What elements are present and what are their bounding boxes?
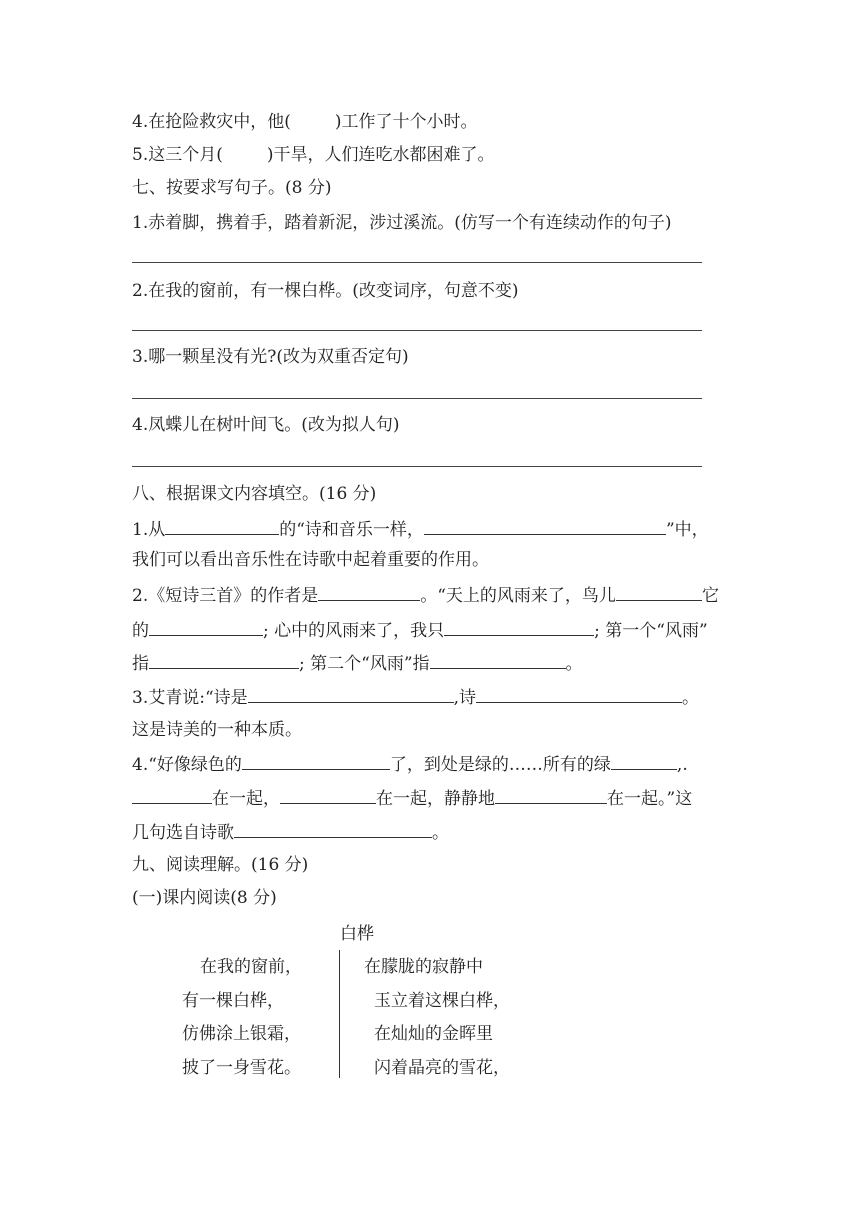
q6-item-5-part-b: )干旱，人们连吃水都困难了。 — [266, 145, 495, 165]
q8-item-2-text-f: ; 第一个“风雨” — [594, 621, 708, 641]
q8-item-2-text-b: 。“天上的风雨来了，鸟儿 — [420, 586, 616, 606]
q8-item-3-text-b: ,诗 — [453, 688, 477, 708]
q8-item-4-line-1 — [132, 751, 688, 777]
q8-item-4-text-c: ,. — [676, 755, 688, 775]
poem-left-line-3: 仿佛涂上银霜， — [182, 1024, 301, 1044]
q7-item-1: 1.赤着脚，携着手，踏着新泥，涉过溪流。(仿写一个有连续动作的句子) — [132, 213, 672, 233]
q8-item-4-blank-3[interactable] — [132, 785, 212, 804]
q8-item-1-blank-1[interactable] — [165, 516, 279, 535]
q8-item-4-blank-4[interactable] — [280, 785, 376, 804]
q8-item-3-text-a: 3.艾青说:“诗是 — [132, 688, 248, 708]
q8-item-2-blank-3[interactable] — [149, 617, 263, 636]
q7-item-3: 3.哪一颗星没有光?(改为双重否定句) — [132, 347, 409, 367]
q7-heading: 七、按要求写句子。(8 分) — [132, 178, 332, 198]
q8-item-2-line-3 — [132, 650, 583, 676]
q8-item-2-line-2 — [132, 617, 708, 643]
q8-item-2-text-i: 。 — [565, 654, 583, 674]
q6-item-4-part-b: )工作了十个小时。 — [334, 112, 478, 132]
q8-item-1-text-c: ”中， — [665, 520, 709, 540]
poem-right-line-2: 玉立着这棵白桦， — [374, 991, 510, 1011]
q8-item-4-text-f: 在一起。”这 — [607, 789, 693, 809]
q8-item-1-line-1 — [132, 516, 709, 542]
q7-item-4: 4.凤蝶儿在树叶间飞。(改为拟人句) — [132, 415, 400, 435]
q8-item-1-blank-2[interactable] — [424, 516, 666, 535]
q8-item-3-line-1 — [132, 684, 699, 710]
q8-item-2-blank-2[interactable] — [616, 582, 702, 601]
q8-item-4-text-g: 几句选自诗歌 — [132, 823, 234, 843]
poem-left-line-2: 有一棵白桦， — [182, 991, 284, 1011]
q8-item-2-blank-5[interactable] — [149, 650, 299, 669]
q8-item-4-blank-2[interactable] — [611, 751, 677, 770]
q8-item-2-blank-1[interactable] — [318, 582, 420, 601]
q7-answer-line-1[interactable] — [132, 262, 702, 263]
q8-item-4-text-e: 在一起，静静地 — [376, 789, 495, 809]
q8-item-2-blank-6[interactable] — [430, 650, 566, 669]
poem-divider — [339, 950, 340, 1078]
q8-item-3-text-c: 。 — [682, 688, 700, 708]
poem-left-line-1: 在我的窗前， — [200, 957, 302, 977]
q6-item-5 — [132, 143, 495, 167]
q8-item-1-line-2: 我们可以看出音乐性在诗歌中起着重要的作用。 — [132, 550, 489, 570]
q8-item-4-text-d: 在一起， — [212, 789, 280, 809]
q8-item-1-text-a: 1.从 — [132, 520, 166, 540]
q8-item-2-text-h: ; 第二个“风雨”指 — [299, 654, 430, 674]
q8-item-4-text-b: 了，到处是绿的……所有的绿 — [389, 755, 611, 775]
poem-title: 白桦 — [340, 924, 374, 944]
q8-item-2-text-g: 指 — [132, 654, 149, 674]
poem-right-line-1: 在朦胧的寂静中 — [364, 957, 483, 977]
q6-item-4-part-a: 4.在抢险救灾中，他( — [132, 112, 291, 132]
poem-left-line-4: 披了一身雪花。 — [182, 1058, 301, 1078]
q8-item-2-text-d: 的 — [132, 621, 149, 641]
q9-subheading: (一)课内阅读(8 分) — [132, 888, 277, 908]
q8-item-3-blank-1[interactable] — [248, 684, 454, 703]
q8-item-3-line-2: 这是诗美的一种本质。 — [132, 720, 302, 740]
poem-right-line-3: 在灿灿的金晖里 — [374, 1024, 493, 1044]
q7-item-2: 2.在我的窗前，有一棵白桦。(改变词序，句意不变) — [132, 281, 519, 301]
q6-item-5-part-a: 5.这三个月( — [132, 145, 223, 165]
q8-item-4-text-a: 4.“好像绿色的 — [132, 755, 242, 775]
q8-heading: 八、根据课文内容填空。(16 分) — [132, 484, 377, 504]
q7-answer-line-2[interactable] — [132, 330, 702, 331]
q8-item-4-blank-1[interactable] — [242, 751, 390, 770]
q9-heading: 九、阅读理解。(16 分) — [132, 855, 309, 875]
q8-item-3-blank-2[interactable] — [476, 684, 682, 703]
q8-item-2-line-1 — [132, 582, 719, 608]
q8-item-4-text-h: 。 — [432, 823, 449, 843]
q8-item-4-line-2 — [132, 785, 692, 811]
q8-item-4-blank-6[interactable] — [234, 819, 432, 838]
q8-item-2-blank-4[interactable] — [444, 617, 594, 636]
poem-right-line-4: 闪着晶亮的雪花， — [374, 1058, 510, 1078]
q7-answer-line-3[interactable] — [132, 398, 702, 399]
q8-item-1-text-b: 的“诗和音乐一样， — [279, 520, 424, 540]
q8-item-4-blank-5[interactable] — [495, 785, 607, 804]
q8-item-2-text-e: ; 心中的风雨来了，我只 — [263, 621, 445, 641]
q8-item-2-text-a: 2.《短诗三首》的作者是 — [132, 586, 319, 606]
q8-item-4-line-3 — [132, 819, 449, 845]
q6-item-4 — [132, 110, 478, 134]
q7-answer-line-4[interactable] — [132, 466, 702, 467]
q8-item-2-text-c: 它 — [701, 586, 719, 606]
